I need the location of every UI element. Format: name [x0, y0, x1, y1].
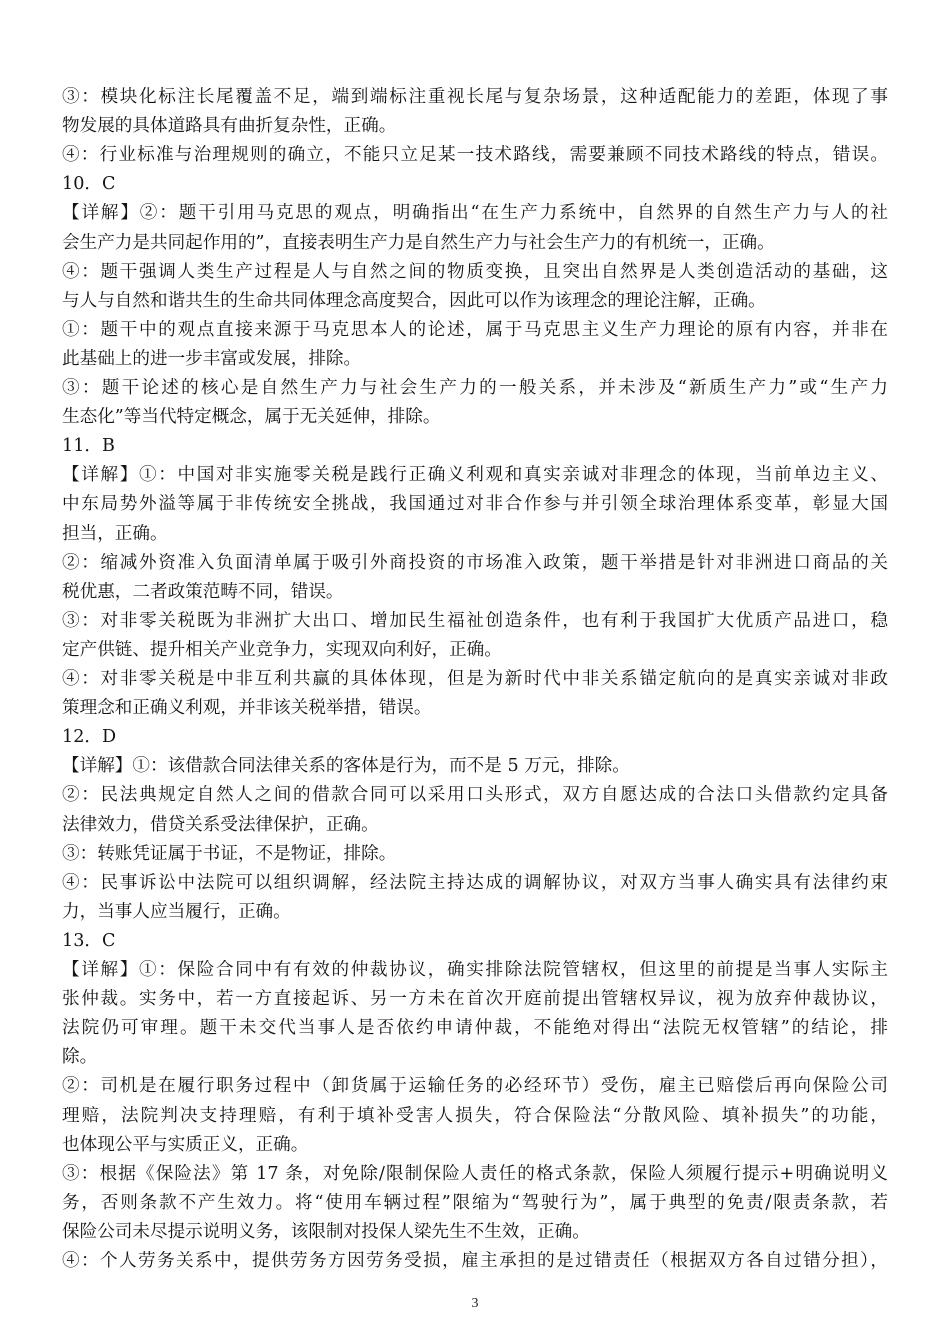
answer-line: ④：民事诉讼中法院可以组织调解，经法院主持达成的调解协议，对双方当事人确实具有法律约束 — [62, 872, 888, 893]
answer-line: ④：对非零关税是中非互利共赢的具体体现，但是为新时代中非关系锚定航向的是真实亲诚对非政 — [62, 669, 888, 689]
answer-line: 也体现公平与实质正义，正确。 — [62, 1134, 309, 1155]
question-answer-heading: 11．B — [62, 436, 115, 457]
answer-line: ②：司机是在履行职务过程中（卸货属于运输任务的必经环节）受伤，雇主已赔偿后再向保险公司 — [62, 1076, 888, 1097]
answer-line: 保险公司未尽提示说明义务，该限制对投保人梁先生不生效，正确。 — [62, 1221, 590, 1242]
answer-line: 法律效力，借贷关系受法律保护，正确。 — [62, 814, 379, 835]
answer-line: 策理念和正确义利观，并非该关税举措，错误。 — [62, 698, 432, 719]
page-number: 3 — [471, 1296, 479, 1311]
answer-line: ④：题干强调人类生产过程是人与自然之间的物质变换，且突出自然界是人类创造活动的基础，这 — [62, 261, 888, 282]
answer-line: 与人与自然和谐共生的生命共同体理念高度契合，因此可以作为该理念的理论注解，正确。 — [62, 290, 766, 311]
answer-line: ④：个人劳务关系中，提供劳务方因劳务受损，雇主承担的是过错责任（根据双方各自过错分担）， — [62, 1251, 888, 1271]
answer-line: 中东局势外溢等属于非传统安全挑战，我国通过对非合作参与并引领全球治理体系变革，彰显大国 — [62, 494, 888, 515]
answer-line: ③：转账凭证属于书证，不是物证，排除。 — [62, 843, 397, 864]
answer-line: 生态化”等当代特定概念，属于无关延伸，排除。 — [62, 407, 441, 428]
answer-line: 【详解】①：中国对非实施零关税是践行正确义利观和真实亲诚对非理念的体现，当前单边主义、 — [62, 465, 888, 486]
answer-line: 税优惠，二者政策范畴不同，错误。 — [62, 581, 344, 602]
answer-line: ②：民法典规定自然人之间的借款合同可以采用口头形式，双方自愿达成的合法口头借款约定具备 — [62, 785, 888, 806]
answer-line: ①：题干中的观点直接来源于马克思本人的论述，属于马克思主义生产力理论的原有内容，并非在 — [62, 319, 888, 340]
answer-line: 法院仍可审理。题干未交代当事人是否依约申请仲裁，不能绝对得出“法院无权管辖”的结论，排 — [62, 1018, 888, 1039]
answer-line: 此基础上的进一步丰富或发展，排除。 — [62, 348, 362, 369]
answer-line: ③：题干论述的核心是自然生产力与社会生产力的一般关系，并未涉及“新质生产力”或“生产力 — [62, 378, 888, 398]
answer-line: 担当，正确。 — [62, 523, 168, 544]
question-answer-heading: 13．C — [62, 930, 116, 951]
answer-line: 定产供链、提升相关产业竞争力，实现双向利好，正确。 — [62, 639, 502, 660]
question-answer-heading: 10．C — [62, 174, 116, 195]
answer-line: 除。 — [62, 1047, 98, 1068]
answer-line: 务，否则条款不产生效力。将“使用车辆过程”限缩为“驾驶行为”，属于典型的免责/限责条款，若 — [62, 1192, 888, 1213]
answer-line: ④：行业标准与治理规则的确立，不能只立足某一技术路线，需要兼顾不同技术路线的特点，错误。 — [62, 145, 888, 166]
answer-line: 物发展的具体道路具有曲折复杂性，正确。 — [62, 116, 397, 137]
answer-line: 会生产力是共同起作用的”，直接表明生产力是自然生产力与社会生产力的有机统一，正确。 — [62, 232, 775, 253]
answer-line: 张仲裁。实务中，若一方直接起诉、另一方未在首次开庭前提出管辖权异议，视为放弃仲裁协议， — [62, 989, 888, 1010]
answer-line: ③：对非零关税既为非洲扩大出口、增加民生福祉创造条件，也有利于我国扩大优质产品进口，稳 — [62, 610, 888, 631]
answer-line: ③：根据《保险法》第 17 条，对免除/限制保险人责任的格式条款，保险人须履行提示+明确说明义 — [62, 1163, 888, 1184]
answer-line: 理赔，法院判决支持理赔，有利于填补受害人损失，符合保险法“分散风险、填补损失”的功能， — [62, 1105, 888, 1126]
answer-line: ②：缩减外资准入负面清单属于吸引外商投资的市场准入政策，题干举措是针对非洲进口商品的关 — [62, 552, 888, 573]
answer-line: 【详解】②：题干引用马克思的观点，明确指出“在生产力系统中，自然界的自然生产力与人的社 — [62, 203, 888, 224]
answer-line: ③：模块化标注长尾覆盖不足，端到端标注重视长尾与复杂场景，这种适配能力的差距，体现了事 — [62, 87, 888, 107]
answer-line: 【详解】①：该借款合同法律关系的客体是行为，而不是 5 万元，排除。 — [62, 756, 630, 777]
question-answer-heading: 12．D — [62, 727, 117, 748]
answer-line: 力，当事人应当履行，正确。 — [62, 901, 291, 922]
answer-line: 【详解】①：保险合同中有有效的仲裁协议，确实排除法院管辖权，但这里的前提是当事人实际主 — [62, 960, 888, 980]
